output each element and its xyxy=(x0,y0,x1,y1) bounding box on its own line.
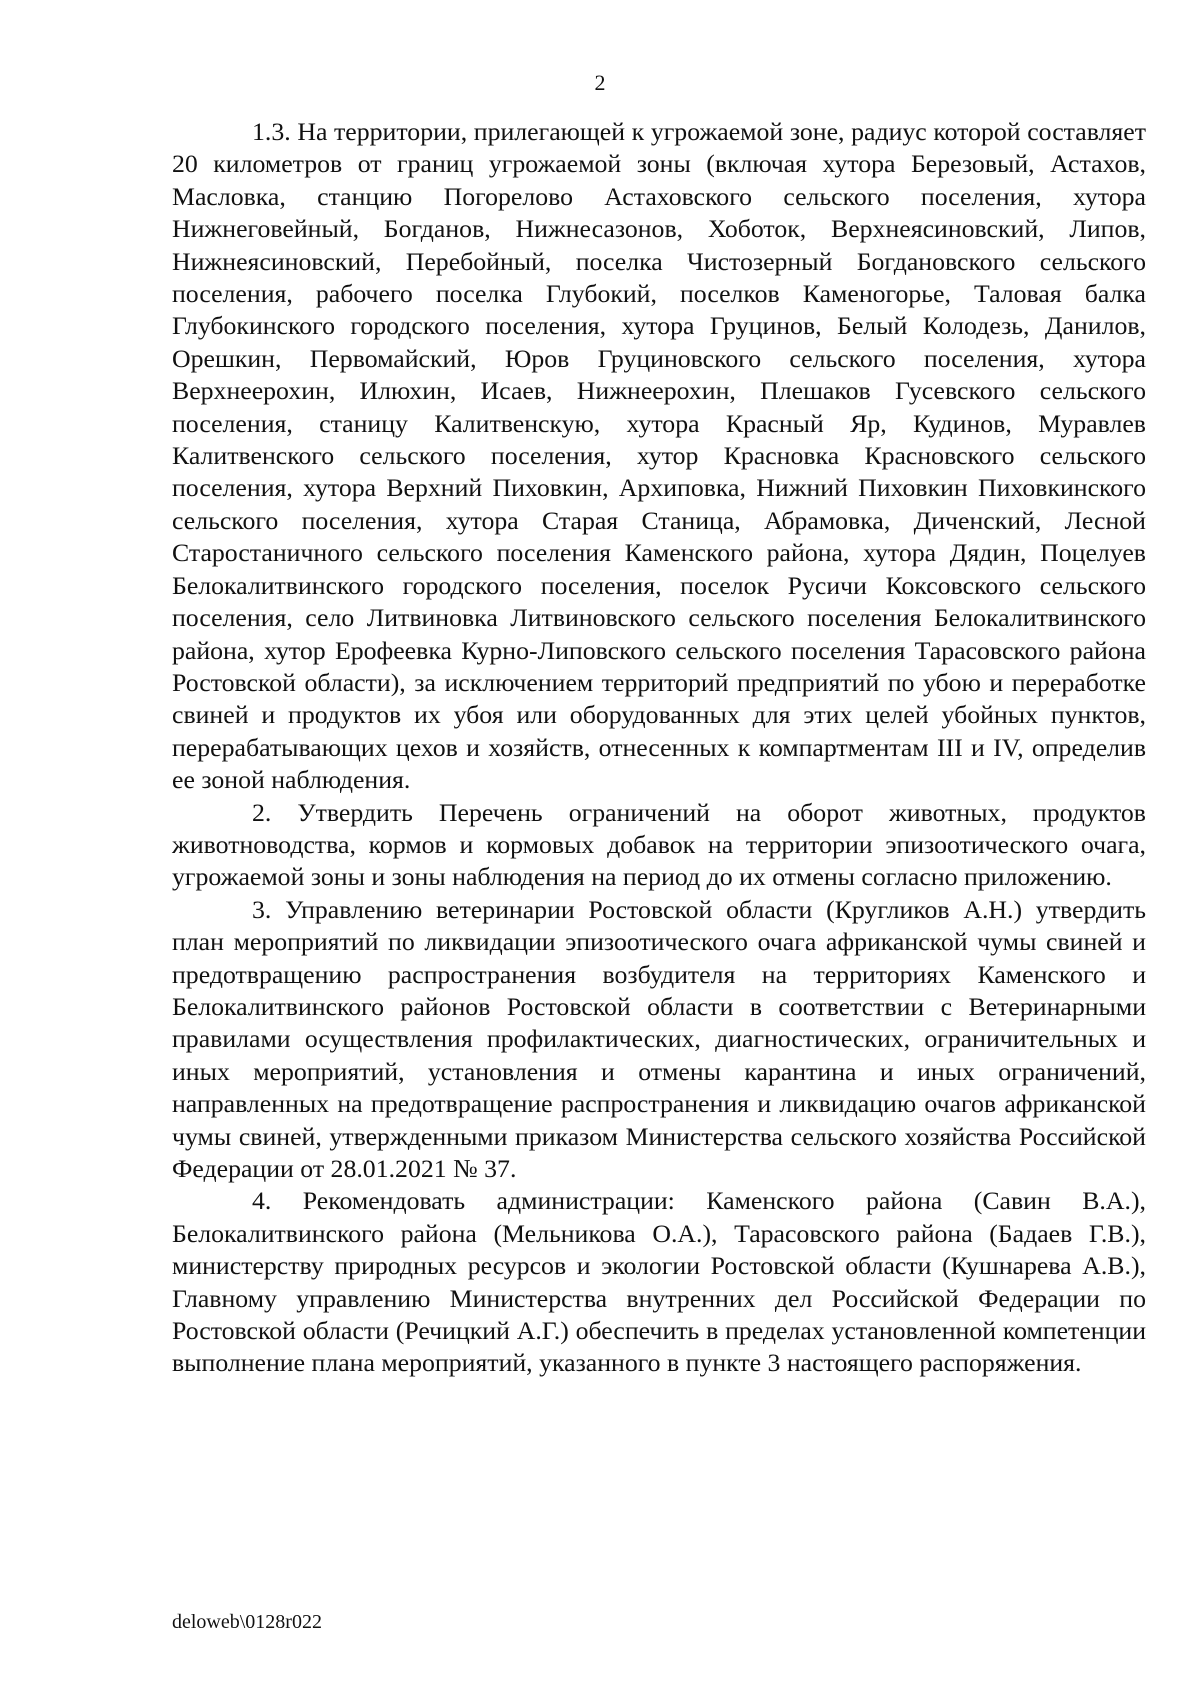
footer-document-code: deloweb\0128r022 xyxy=(172,1611,322,1633)
paragraph-2: 2. Утвердить Перечень ограничений на оборот животных, продуктов животноводства, кормов и кормовых добавок на территории эпизоотического очага, угрожаемой зоны и зоны наблюдения на период до их отмены согласно приложению. xyxy=(172,797,1146,892)
document-body xyxy=(172,116,1146,1380)
page-number: 2 xyxy=(594,70,606,95)
paragraph-1-3: 1.3. На территории, прилегающей к угрожаемой зоне, радиус которой составляет 20 километров от границ угрожаемой зоны (включая хутора Березовый, Астахов, Масловка, станцию Погорелово Астаховского сельского поселения, хутора Нижнеговейный, Богданов, Нижнесазонов, Хоботок, Верхнеясиновский, Липов, Нижнеясиновский, Перебойный, поселка Чистозерный Богдановского сельского поселения, рабочего поселка Глубокий, поселков Каменогорье, Таловая балка Глубокинского городского поселения, хутора Груцинов, Белый Колодезь, Данилов, Орешкин, Первомайский, Юров Груциновского сельского поселения, хутора Верхнеерохин, Илюхин, Исаев, Нижнеерохин, Плешаков Гусевского сельского поселения, станицу Калитвенскую, хутора Красный Яр, Кудинов, Муравлев Калитвенского сельского поселения, хутор Красновка Красновского сельского поселения, хутора Верхний Пиховкин, Архиповка, Нижний Пиховкин Пиховкинского сельского поселения, хутора Старая Станица, Абрамовка, Диченский, Лесной Старостаничного сельского поселения Каменского района, хутора Дядин, Поцелуев Белокалитвинского городского поселения, поселок Русичи Коксовского сельского поселения, село Литвиновка Литвиновского сельского поселения Белокалитвинского района, хутор Ерофеевка Курно-Липовского сельского поселения Тарасовского района Ростовской области), за исключением территорий предприятий по убою и переработке свиней и продуктов их убоя или оборудованных для этих целей убойных пунктов, перерабатывающих цехов и хозяйств, отнесенных к компартментам III и IV, определив ее зоной наблюдения. xyxy=(172,117,1146,795)
paragraph-3: 3. Управлению ветеринарии Ростовской области (Кругликов А.Н.) утвердить план мероприятий по ликвидации эпизоотического очага африканской чумы свиней и предотвращению распространения возбудителя на территориях Каменского и Белокалитвинского районов Ростовской области в соответствии с Ветеринарными правилами осуществления профилактических, диагностических, ограничительных и иных мероприятий, установления и отмены карантина и иных ограничений, направленных на предотвращение распространения и ликвидацию очагов африканской чумы свиней, утвержденными приказом Министерства сельского хозяйства Российской Федерации от 28.01.2021 № 37. xyxy=(172,894,1146,1183)
paragraph-4: 4. Рекомендовать администрации: Каменского района (Савин В.А.), Белокалитвинского района (Мельникова О.А.), Тарасовского района (Бадаев Г.В.), министерству природных ресурсов и экологии Ростовской области (Кушнарева А.В.), Главному управлению Министерства внутренних дел Российской Федерации по Ростовской области (Речицкий А.Г.) обеспечить в пределах установленной компетенции выполнение плана мероприятий, указанного в пункте 3 настоящего распоряжения. xyxy=(172,1186,1146,1378)
